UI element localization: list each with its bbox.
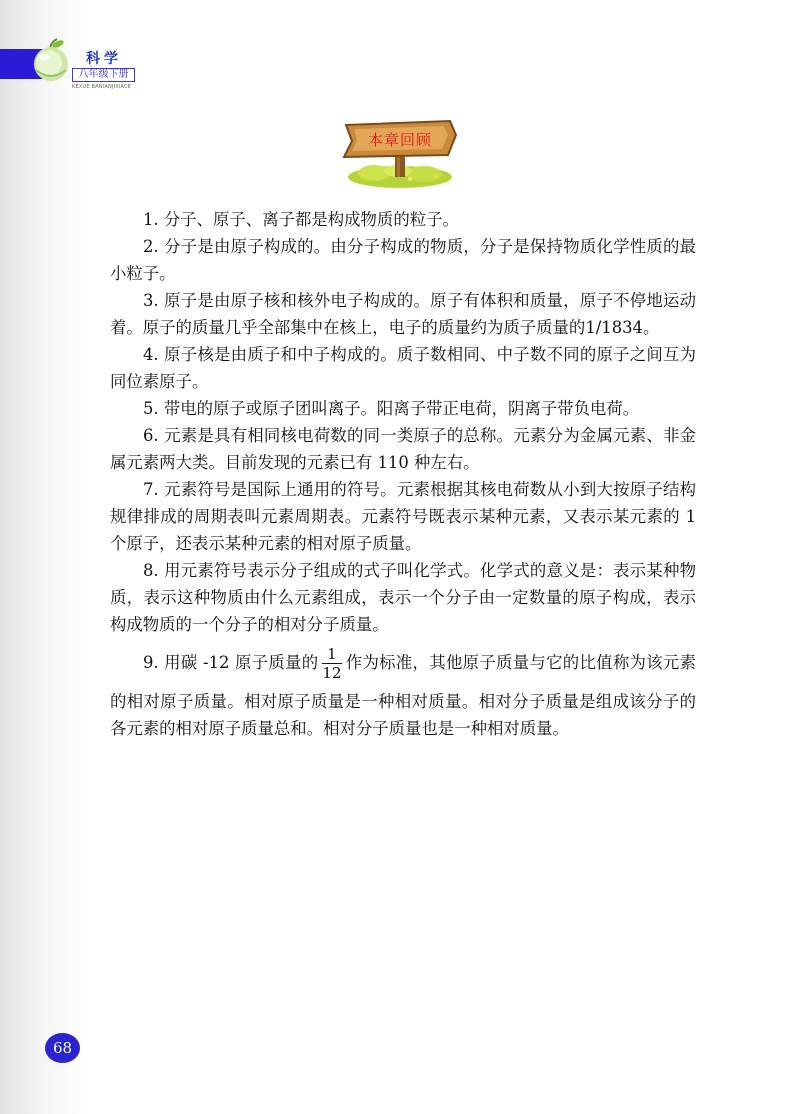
fraction-numerator: 1 xyxy=(322,645,341,664)
summary-item: 7. 元素符号是国际上通用的符号。元素根据其核电荷数从小到大按原子结构规律排成的周期表叫元素周期表。元素符号既表示某种元素，又表示某元素的 1 个原子，还表示某种元素的相对原子质量。 xyxy=(110,480,696,553)
summary-item: 1. 分子、原子、离子都是构成物质的粒子。 xyxy=(143,210,459,229)
summary-item: 8. 用元素符号表示分子组成的式子叫化学式。化学式的意义是：表示某种物质，表示这种物质由什么元素组成，表示一个分子由一定数量的原子构成，表示构成物质的一个分子的相对分子质量。 xyxy=(110,561,696,634)
summary-item: 3. 原子是由原子核和核外电子构成的。原子有体积和质量，原子不停地运动着。原子的质量几乎全部集中在核上，电子的质量约为质子质量的1/1834。 xyxy=(110,291,696,337)
grade-label: 八年级下册 xyxy=(72,68,135,82)
subject-title: 科学 xyxy=(86,51,122,67)
section-title: 本章回顾 xyxy=(367,131,432,149)
summary-item-9 xyxy=(110,638,696,742)
summary-item: 6. 元素是具有相同核电荷数的同一类原子的总称。元素分为金属元素、非金属元素两大类。目前发现的元素已有 110 种左右。 xyxy=(110,426,696,472)
item9-lead: 9. 用碳 -12 原子质量的 xyxy=(143,653,319,672)
fraction-denominator: 12 xyxy=(322,664,342,682)
summary-item: 2. 分子是由原子构成的。由分子构成的物质，分子是保持物质化学性质的最小粒子。 xyxy=(110,237,696,283)
pinyin-label: KEXUE BANIANJIXIACE xyxy=(72,84,132,90)
page-number: 68 xyxy=(45,1033,80,1063)
chapter-summary xyxy=(110,206,696,742)
item9-rest: 作为标准，其他原子质量与它的比值称为该元素的相对原子质量。相对原子质量是一种相对质量。相对分子质量是组成该分子的各元素的相对原子质量总和。相对分子质量也是一种相对质量。 xyxy=(110,653,696,738)
summary-item: 5. 带电的原子或原子团叫离子。阳离子带正电荷，阴离子带负电荷。 xyxy=(143,399,640,418)
apple-logo-icon xyxy=(30,38,74,84)
fraction xyxy=(322,645,341,682)
summary-item: 4. 原子核是由质子和中子构成的。质子数相同、中子数不同的原子之间互为同位素原子。 xyxy=(110,345,696,391)
